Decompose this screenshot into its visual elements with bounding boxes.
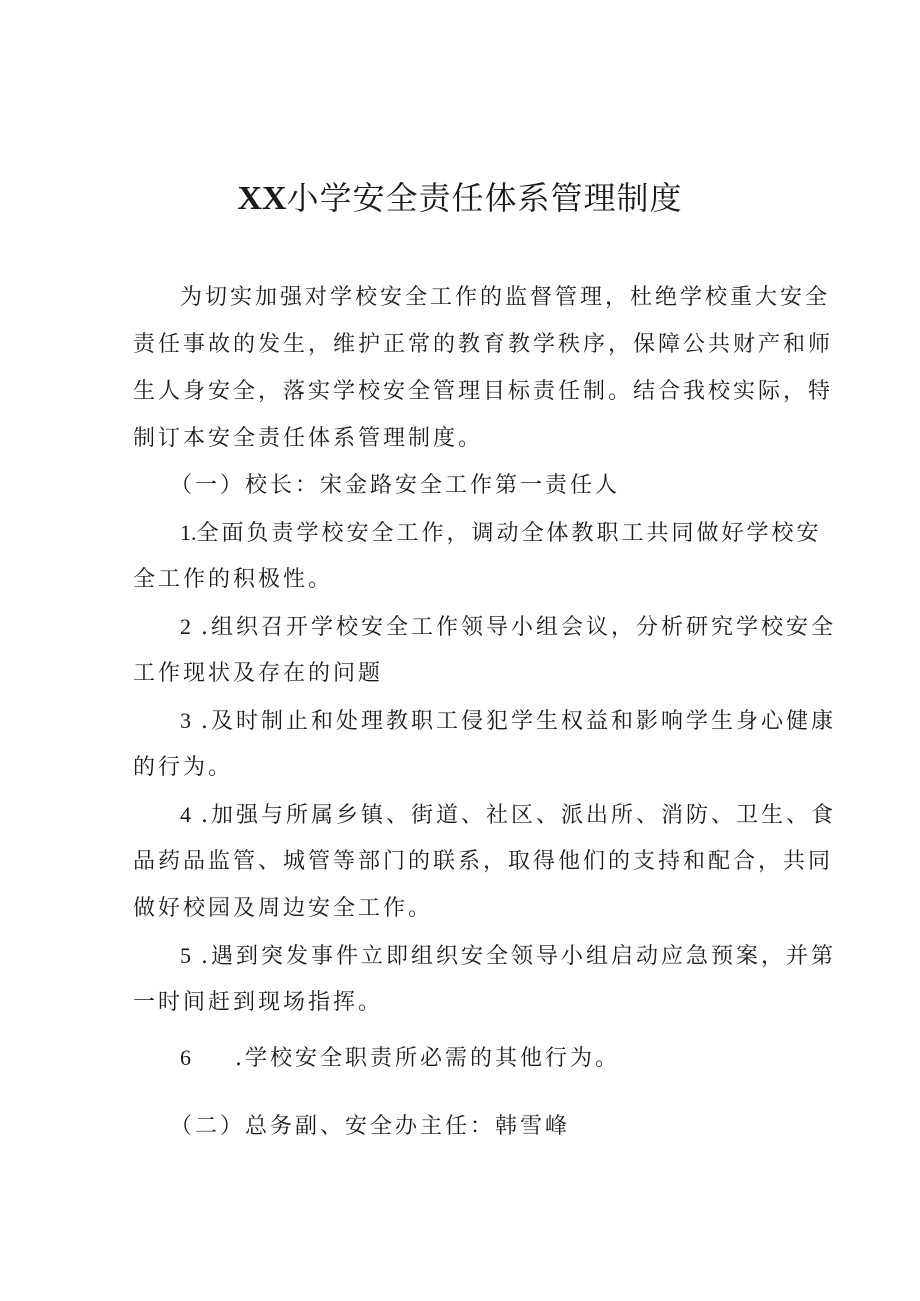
document-title xyxy=(0,172,920,225)
item-4-text: .加强与所属乡镇、街道、社区、派出所、消防、卫生、食 xyxy=(201,803,836,828)
item-5-text: .遇到突发事件立即组织安全领导小组启动应急预案，并第 xyxy=(201,944,836,969)
item-3-text: .及时制止和处理教职工侵犯学生权益和影响学生身心健康 xyxy=(201,709,836,734)
item-4-number: 4 xyxy=(180,802,191,827)
title-text: 小学安全责任体系管理制度 xyxy=(286,179,683,217)
title-prefix: XX xyxy=(237,180,287,217)
intro-line-4: 制订本安全责任体系管理制度。 xyxy=(133,426,484,451)
item-3-line-2: 的行为。 xyxy=(133,755,234,780)
item-1-text: 全面负责学校安全工作，调动全体教职工共同做好学校安 xyxy=(196,521,822,546)
item-5-line-2: 一时间赶到现场指挥。 xyxy=(133,990,384,1015)
section-2-heading: （二）总务副、安全办主任：韩雪峰 xyxy=(170,1114,571,1139)
intro-line-1: 为切实加强对学校安全工作的监督管理，杜绝学校重大安全 xyxy=(180,285,831,310)
item-2-number: 2 xyxy=(180,614,191,639)
item-1-line-2: 全工作的积极性。 xyxy=(133,567,334,592)
item-6-text: .学校安全职责所必需的其他行为。 xyxy=(235,1046,620,1071)
item-2-line-1 xyxy=(180,612,836,643)
item-4-line-3: 做好校园及周边安全工作。 xyxy=(133,896,434,921)
item-6-number: 6 xyxy=(180,1045,191,1070)
item-4-line-2: 品药品监管、城管等部门的联系，取得他们的支持和配合，共同 xyxy=(133,849,834,874)
intro-line-2: 责任事故的发生，维护正常的教育教学秩序，保障公共财产和师 xyxy=(133,332,834,357)
section-1-heading: （一）校长：宋金路安全工作第一责任人 xyxy=(170,473,621,498)
item-5-line-1 xyxy=(180,941,836,972)
item-1-number: 1. xyxy=(180,520,197,545)
item-3-number: 3 xyxy=(180,708,191,733)
item-2-line-2: 工作现状及存在的问题 xyxy=(133,661,384,686)
item-2-text: .组织召开学校安全工作领导小组会议，分析研究学校安全 xyxy=(201,615,836,640)
item-1-line-1 xyxy=(180,518,822,549)
intro-line-3: 生人身安全，落实学校安全管理目标责任制。结合我校实际，特 xyxy=(133,379,834,404)
item-5-number: 5 xyxy=(180,943,191,968)
item-6-line xyxy=(180,1043,620,1074)
item-4-line-1 xyxy=(180,800,836,831)
item-3-line-1 xyxy=(180,706,836,737)
